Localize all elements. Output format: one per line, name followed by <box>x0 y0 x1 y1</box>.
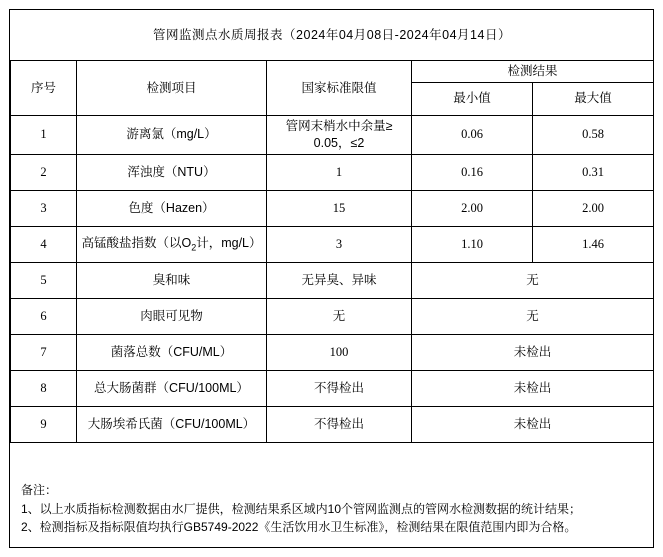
row-result-max: 0.31 <box>533 154 654 190</box>
header-result-max: 最大值 <box>533 82 654 115</box>
notes-label: 备注： <box>21 483 58 498</box>
row-limit: 无异臭、异味 <box>267 262 412 298</box>
page-title: 管网监测点水质周报表（2024年04月08日-2024年04月14日） <box>153 27 511 42</box>
row-result-min: 1.10 <box>412 226 533 262</box>
row-result-min: 0.06 <box>412 115 533 154</box>
row-result-max: 2.00 <box>533 190 654 226</box>
table-row <box>11 370 654 406</box>
table-row <box>11 262 654 298</box>
row-result-max: 1.46 <box>533 226 654 262</box>
title-row <box>11 10 654 61</box>
row-index: 7 <box>11 334 77 370</box>
table-row <box>11 334 654 370</box>
row-limit: 不得检出 <box>267 406 412 442</box>
row-index: 6 <box>11 298 77 334</box>
row-limit: 100 <box>267 334 412 370</box>
row-result-merged: 未检出 <box>412 406 654 442</box>
row-index: 1 <box>11 115 77 154</box>
report-frame <box>9 9 654 548</box>
water-quality-table <box>10 10 654 443</box>
row-item: 高锰酸盐指数（以$O_2$计，mg/L） <box>77 226 267 262</box>
row-item: 菌落总数（CFU/ML） <box>77 334 267 370</box>
table-row <box>11 226 654 262</box>
row-item: 肉眼可见物 <box>77 298 267 334</box>
row-item: 浑浊度（NTU） <box>77 154 267 190</box>
row-limit: 不得检出 <box>267 370 412 406</box>
row-limit: 3 <box>267 226 412 262</box>
row-item: 臭和味 <box>77 262 267 298</box>
row-limit: 管网末梢水中余量≥ 0.05，≤2 <box>267 115 412 154</box>
notes-line-1: 1、以上水质指标检测数据由水厂提供，检测结果系区域内10个管网监测点的管网水检测数据的统计结果； <box>21 501 582 516</box>
row-item: 游离氯（mg/L） <box>77 115 267 154</box>
header-item: 检测项目 <box>77 61 267 116</box>
table-row <box>11 298 654 334</box>
header-result: 检测结果 <box>412 61 654 83</box>
row-result-merged: 未检出 <box>412 370 654 406</box>
header-index: 序号 <box>11 61 77 116</box>
row-index: 8 <box>11 370 77 406</box>
row-index: 9 <box>11 406 77 442</box>
row-index: 5 <box>11 262 77 298</box>
row-limit: 1 <box>267 154 412 190</box>
table-row <box>11 154 654 190</box>
row-index: 3 <box>11 190 77 226</box>
header-row-1 <box>11 61 654 83</box>
row-result-min: 0.16 <box>412 154 533 190</box>
row-result-max: 0.58 <box>533 115 654 154</box>
table-row <box>11 406 654 442</box>
row-result-merged: 无 <box>412 262 654 298</box>
row-result-merged: 未检出 <box>412 334 654 370</box>
row-result-merged: 无 <box>412 298 654 334</box>
row-item: 总大肠菌群（CFU/100ML） <box>77 370 267 406</box>
row-item: 大肠埃希氏菌（CFU/100ML） <box>77 406 267 442</box>
row-item: 色度（Hazen） <box>77 190 267 226</box>
table-row <box>11 190 654 226</box>
row-limit: 无 <box>267 298 412 334</box>
row-result-min: 2.00 <box>412 190 533 226</box>
row-index: 4 <box>11 226 77 262</box>
header-standard-limit: 国家标准限值 <box>267 61 412 116</box>
header-result-min: 最小值 <box>412 82 533 115</box>
row-limit: 15 <box>267 190 412 226</box>
notes-line-2: 2、检测指标及指标限值均执行GB5749-2022《生活饮用水卫生标准》，检测结果在限值范围内即为合格。 <box>21 520 577 535</box>
row-index: 2 <box>11 154 77 190</box>
notes-section <box>21 481 642 537</box>
table-row <box>11 115 654 154</box>
